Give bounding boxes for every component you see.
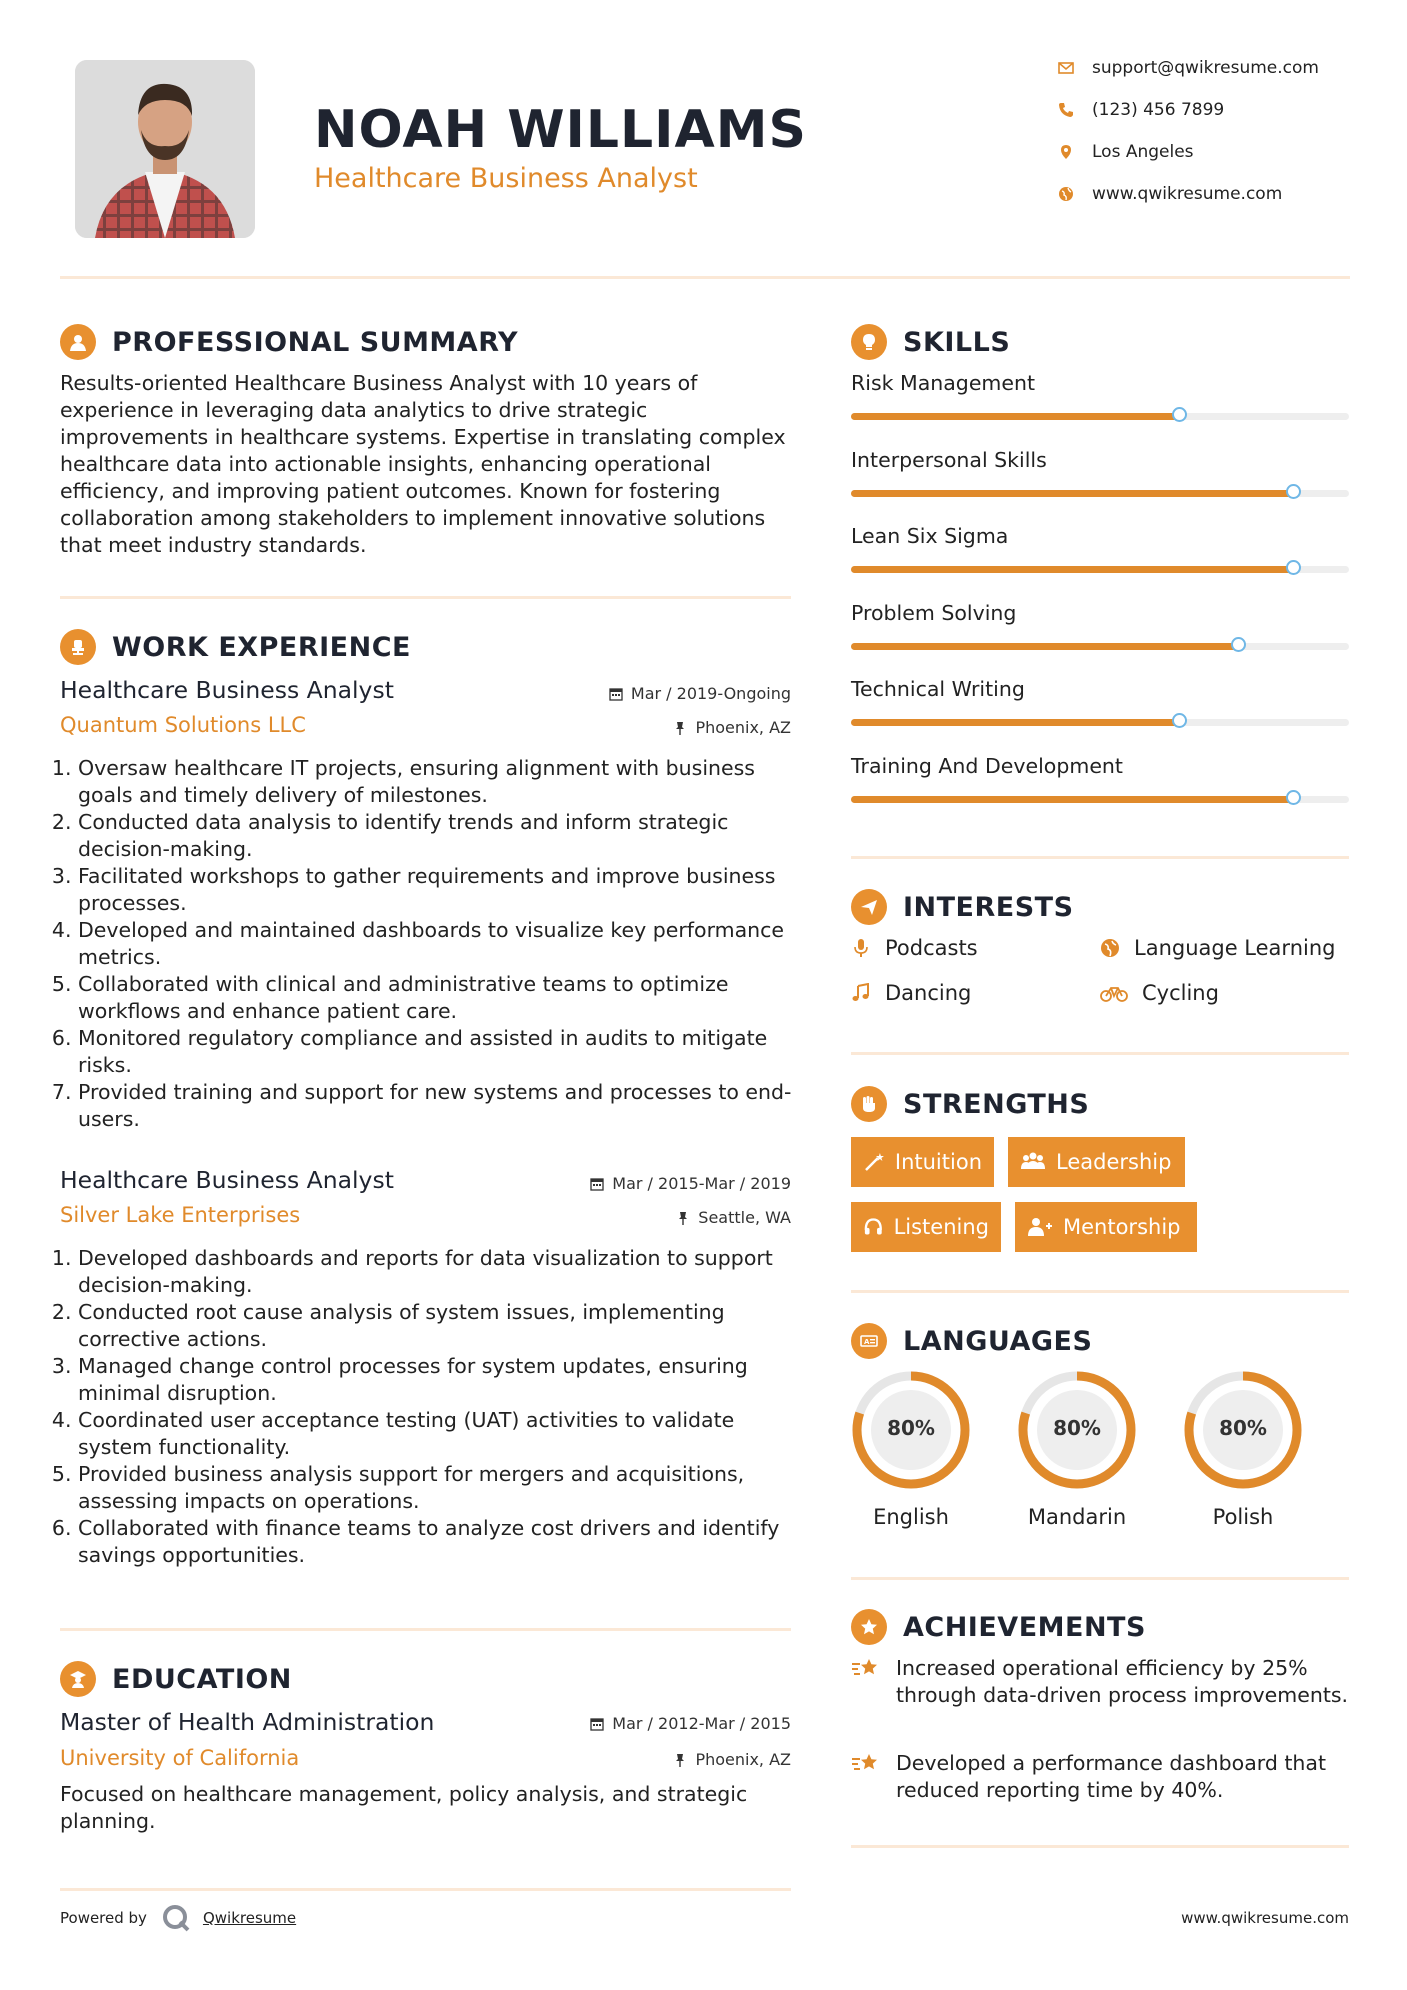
achievement-text: Increased operational efficiency by 25% through data-driven process improvements. — [896, 1656, 1349, 1707]
contact-email-text: support@qwikresume.com — [1092, 58, 1319, 78]
skill-bar-fill — [851, 719, 1180, 726]
job-1-bullets — [60, 755, 813, 1133]
strength-label: Intuition — [894, 1150, 982, 1174]
summary-heading-text: PROFESSIONAL SUMMARY — [112, 326, 519, 358]
job-1-location-text: Phoenix, AZ — [695, 718, 791, 737]
interest-label: Podcasts — [885, 936, 978, 960]
footer-website[interactable]: www.qwikresume.com — [1181, 1909, 1349, 1927]
education-location — [673, 1750, 791, 1769]
skill-label: Lean Six Sigma — [851, 524, 1009, 548]
skill-label: Risk Management — [851, 371, 1036, 395]
experience-heading — [60, 629, 411, 665]
contact-website[interactable] — [1058, 184, 1282, 204]
achievements-divider — [851, 1845, 1349, 1848]
globe-icon — [1058, 186, 1074, 202]
pushpin-icon — [676, 1211, 690, 1225]
achievement-item-1 — [851, 1655, 1351, 1709]
skill-bar-fill — [851, 566, 1294, 573]
skill-bar-fill — [851, 796, 1294, 803]
summary-heading — [60, 324, 518, 360]
job-1-title: Healthcare Business Analyst — [60, 676, 394, 704]
map-pin-icon — [1058, 144, 1074, 160]
skills-heading — [851, 324, 1010, 360]
headphones-icon — [863, 1216, 884, 1238]
lightbulb-icon — [851, 324, 887, 360]
job-1-dates-text: Mar / 2019-Ongoing — [630, 684, 791, 703]
footer-brand-link[interactable]: Qwikresume — [202, 1909, 297, 1927]
job-2-location-text: Seattle, WA — [698, 1208, 791, 1227]
paper-plane-icon — [851, 889, 887, 925]
education-dates — [590, 1714, 791, 1733]
list-item: 6. Collaborated with finance teams to analyze cost drivers and identify savings opportunities. — [78, 1515, 813, 1569]
strength-badge-mentorship — [1015, 1202, 1197, 1252]
shooting-star-icon — [851, 1752, 879, 1776]
profile-photo — [75, 60, 255, 238]
interests-divider — [851, 1052, 1349, 1055]
strength-label: Listening — [893, 1215, 989, 1239]
language-name: Mandarin — [1027, 1505, 1127, 1529]
languages-heading-text: LANGUAGES — [903, 1325, 1093, 1357]
envelope-icon — [1058, 60, 1074, 76]
pushpin-icon — [673, 1753, 687, 1767]
contact-location — [1058, 142, 1194, 162]
interests-heading — [851, 889, 1074, 925]
language-name: English — [873, 1505, 949, 1529]
bicycle-icon — [1100, 983, 1128, 1003]
calendar-icon — [609, 687, 623, 701]
education-heading — [60, 1661, 292, 1697]
education-school: University of California — [60, 1746, 300, 1770]
list-item: 5. Collaborated with clinical and administrative teams to optimize workflows and enhance patient care. — [78, 971, 813, 1025]
interest-cycling — [1100, 981, 1219, 1005]
education-description: Focused on healthcare management, policy analysis, and strategic planning. — [60, 1782, 748, 1833]
contact-phone[interactable] — [1058, 100, 1224, 120]
shooting-star-icon — [851, 1657, 879, 1681]
skills-divider — [851, 856, 1349, 859]
skill-bar-knob — [1172, 713, 1187, 728]
list-item: 3. Managed change control processes for system updates, ensuring minimal disruption. — [78, 1353, 813, 1407]
contact-email[interactable] — [1058, 58, 1319, 78]
job-2-dates-text: Mar / 2015-Mar / 2019 — [612, 1174, 791, 1193]
contact-location-text: Los Angeles — [1092, 142, 1194, 162]
job-2-dates — [590, 1174, 791, 1193]
education-divider — [60, 1888, 791, 1891]
education-dates-text: Mar / 2012-Mar / 2015 — [612, 1714, 791, 1733]
strength-label: Leadership — [1056, 1150, 1172, 1174]
experience-divider — [60, 1628, 791, 1631]
phone-icon — [1058, 102, 1074, 118]
group-icon — [1020, 1151, 1046, 1173]
education-location-text: Phoenix, AZ — [695, 1750, 791, 1769]
interest-label: Cycling — [1142, 981, 1219, 1005]
svg-text:A: A — [864, 1338, 870, 1346]
skill-bar-knob — [1286, 484, 1301, 499]
user-icon — [60, 324, 96, 360]
graduate-icon — [60, 1661, 96, 1697]
list-item: 2. Conducted root cause analysis of system issues, implementing corrective actions. — [78, 1299, 813, 1353]
list-item: 4. Coordinated user acceptance testing (UAT) activities to validate system functionality. — [78, 1407, 813, 1461]
skill-bar-knob — [1286, 560, 1301, 575]
language-name: Polish — [1212, 1505, 1274, 1529]
skill-label: Problem Solving — [851, 600, 1017, 625]
skill-label: Interpersonal Skills — [851, 447, 1047, 472]
skill-bar-knob — [1286, 790, 1301, 805]
person-photo-icon — [75, 60, 255, 238]
skills-heading-text: SKILLS — [903, 326, 1011, 358]
pushpin-icon — [673, 721, 687, 735]
job-2-company: Silver Lake Enterprises — [60, 1203, 301, 1227]
candidate-title: Healthcare Business Analyst — [314, 163, 698, 194]
achievement-item-2 — [851, 1750, 1351, 1804]
skill-bar-track — [851, 719, 1349, 726]
strengths-heading — [851, 1086, 1089, 1122]
education-degree: Master of Health Administration — [60, 1708, 435, 1736]
skill-label: Training And Development — [851, 753, 1123, 778]
skill-bar-fill — [851, 643, 1239, 650]
strengths-divider — [851, 1290, 1349, 1293]
education-heading-text: EDUCATION — [112, 1663, 292, 1695]
experience-heading-text: WORK EXPERIENCE — [112, 631, 411, 663]
skill-label: Technical Writing — [851, 677, 1025, 701]
candidate-name: NOAH WILLIAMS — [314, 100, 807, 160]
calendar-icon — [590, 1717, 604, 1731]
list-item: 2. Conducted data analysis to identify trends and inform strategic decision-making. — [78, 809, 813, 863]
achievements-heading-text: ACHIEVEMENTS — [903, 1611, 1146, 1643]
briefcase-chair-icon — [60, 629, 96, 665]
languages-heading — [851, 1323, 1092, 1359]
list-item: 6. Monitored regulatory compliance and assisted in audits to mitigate risks. — [78, 1025, 813, 1079]
list-item: 1. Developed dashboards and reports for data visualization to support decision-making. — [78, 1245, 813, 1299]
summary-text: Results-oriented Healthcare Business Analyst with 10 years of experience in leveraging data analytics to drive strategic improvements in healthcare systems. Expertise in translating complex healthcare data into actionable insights, enhancing operational efficiency, and improving patient outcomes. Known for fostering collaboration among stakeholders to implement innovative solutions that meet industry standards. — [60, 371, 786, 557]
contact-phone-text: (123) 456 7899 — [1092, 100, 1225, 120]
job-1-location — [673, 718, 791, 737]
skill-bar-fill — [851, 490, 1294, 497]
interests-heading-text: INTERESTS — [903, 891, 1074, 923]
language-percent: 80% — [1053, 1416, 1101, 1440]
summary-divider — [60, 596, 791, 599]
fist-icon — [851, 1086, 887, 1122]
skill-bar-knob — [1231, 637, 1246, 652]
list-item: 7. Provided training and support for new systems and processes to end-users. — [78, 1079, 813, 1133]
interest-label: Dancing — [885, 981, 972, 1005]
list-item: 1. Oversaw healthcare IT projects, ensuring alignment with business goals and timely delivery of milestones. — [78, 755, 813, 809]
microphone-icon — [851, 938, 871, 958]
skill-bar-track — [851, 643, 1349, 650]
interest-language-learning — [1100, 936, 1335, 960]
magic-wand-icon — [863, 1151, 885, 1173]
strengths-heading-text: STRENGTHS — [903, 1088, 1090, 1120]
skill-bar-fill — [851, 413, 1180, 420]
interest-dancing — [851, 981, 971, 1005]
strength-badge-intuition — [851, 1137, 994, 1187]
job-1-company: Quantum Solutions LLC — [60, 713, 306, 737]
interest-podcasts — [851, 936, 978, 960]
list-item: 4. Developed and maintained dashboards to visualize key performance metrics. — [78, 917, 813, 971]
language-percent: 80% — [1219, 1416, 1267, 1440]
list-item: 5. Provided business analysis support for mergers and acquisitions, assessing impacts on operations. — [78, 1461, 813, 1515]
contact-website-text: www.qwikresume.com — [1092, 184, 1283, 204]
language-card-icon — [851, 1323, 887, 1359]
job-2-bullets — [60, 1245, 813, 1569]
achievements-heading — [851, 1609, 1146, 1645]
languages-divider — [851, 1577, 1349, 1580]
calendar-icon — [590, 1177, 604, 1191]
music-note-icon — [851, 983, 871, 1003]
strength-badge-leadership — [1008, 1137, 1185, 1187]
list-item: 3. Facilitated workshops to gather requirements and improve business processes. — [78, 863, 813, 917]
skill-bar-knob — [1172, 407, 1187, 422]
footer-powered-label: Powered by — [60, 1909, 147, 1927]
interest-label: Language Learning — [1134, 936, 1336, 960]
skill-bar-track — [851, 566, 1349, 573]
header-divider — [60, 276, 1350, 279]
skill-bar-track — [851, 490, 1349, 497]
job-2-title: Healthcare Business Analyst — [60, 1166, 394, 1194]
strength-badge-listening — [851, 1202, 1001, 1252]
language-percent: 80% — [887, 1416, 935, 1440]
qwikresume-logo-icon — [161, 1903, 191, 1933]
strength-label: Mentorship — [1063, 1215, 1181, 1239]
footer-powered-by — [60, 1903, 296, 1933]
job-2-location — [676, 1208, 791, 1227]
skill-bar-track — [851, 413, 1349, 420]
globe-icon — [1100, 938, 1120, 958]
star-badge-icon — [851, 1609, 887, 1645]
job-1-dates — [609, 684, 791, 703]
achievement-text: Developed a performance dashboard that reduced reporting time by 40%. — [896, 1751, 1327, 1802]
user-plus-icon — [1027, 1216, 1053, 1238]
skill-bar-track — [851, 796, 1349, 803]
